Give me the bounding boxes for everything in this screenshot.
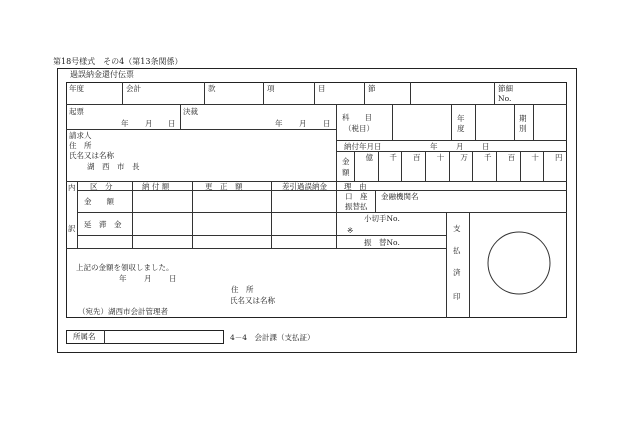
col-kosei: 更 正 額 [205,182,243,191]
kinyu-label: 金融機関名 [381,192,419,201]
shiharai-3: 済 [453,268,461,277]
kamoku-nendo-2: 度 [457,124,465,133]
kessai-tsuki: 月 [299,119,307,128]
form-code: 4－4 会計課（支払証） [230,333,315,342]
seikyu-shimei: 氏名又は名称 [69,151,114,160]
ryoshu-shimei: 氏名又は名称 [230,296,275,305]
digit-unit-label: 円 [555,153,563,162]
kibetsu-1: 期 [519,114,527,123]
kihyo-tsuki: 月 [145,119,153,128]
riyu-label: 理 由 [344,182,367,191]
digit-divider [520,151,521,181]
digit-unit-label: 百 [413,153,421,162]
digit-divider [425,151,426,181]
kessai-nen: 年 [275,119,283,128]
payment-seal-circle [486,230,552,296]
digit-unit-label: 千 [389,153,397,162]
kibetsu-2: 別 [519,124,527,133]
shozoku-label: 所属名 [73,332,96,341]
zeimoku-label: （税目） [344,124,374,133]
kaikei-label: 会計 [126,84,141,93]
ryoshu-nen: 年 [119,274,127,283]
koza-label: 口 座 [345,192,368,201]
digit-unit-label: 千 [484,153,492,162]
seikyu-label: 請求人 [69,131,92,140]
digit-unit-label: 万 [460,153,468,162]
ryoshu-text: 上記の金額を領収しました。 [76,263,174,272]
digit-divider [401,151,402,181]
row-entaikin: 延 滞 金 [84,220,122,229]
kihyo-hi: 日 [168,119,176,128]
kome-mark: ※ [347,226,354,235]
kou-label: 項 [267,84,275,93]
col-nofu: 納 付 額 [142,182,170,191]
furikae-no-label: 振 替No. [364,238,400,247]
shiharai-4: 印 [453,292,461,301]
shiharai-1: 支 [453,224,461,233]
digit-divider [496,151,497,181]
form-number: 第18号様式 その4（第13条関係） [53,57,183,66]
digit-divider [472,151,473,181]
furikae-label: 振替払 [345,202,368,211]
shiharai-2: 払 [453,246,461,255]
nofu-nen: 年 [430,142,438,151]
kihyo-nen: 年 [121,119,129,128]
kihyo-label: 起票 [69,107,84,116]
kamoku-nendo-1: 年 [457,114,465,123]
digit-unit-label: 十 [436,153,445,162]
digit-unit-label: 百 [507,153,516,162]
digit-divider [378,151,379,181]
setsu-sai-label: 節細 [498,84,513,93]
setsu-label: 節 [368,84,376,93]
nofu-label: 納付年月日 [344,142,382,151]
ryoshu-hi: 日 [169,274,177,283]
digit-divider [449,151,450,181]
uchi-label: 内 [68,183,76,192]
seikyu-jusho: 住 所 [69,141,92,150]
kogitte-label: 小切手No. [364,214,400,223]
ryoshu-tsuki: 月 [144,274,152,283]
digit-divider [543,151,544,181]
nofu-hi: 日 [482,142,490,151]
seikyu-shicho: 湖 西 市 長 [87,162,140,171]
row-kingaku: 金 額 [84,197,114,206]
kessai-label: 決裁 [183,107,198,116]
col-kubun: 区 分 [90,182,113,191]
kan-label: 款 [208,84,216,93]
kamoku-label: 科 目 [342,113,372,122]
wake-label: 訳 [68,224,76,233]
digit-unit-label: 億 [365,153,374,162]
kingaku-kin: 金 [342,157,350,166]
ryoshu-atesaki: （宛先）湖西市会計管理者 [78,307,168,316]
col-sashihiki: 差引過誤納金 [282,182,327,191]
kessai-hi: 日 [323,119,331,128]
form-title: 過誤納金還付伝票 [70,70,134,79]
nendo-label: 年度 [69,84,84,93]
nofu-tsuki: 月 [456,142,464,151]
setsu-no-label: No. [498,94,512,103]
moku-label: 目 [318,84,326,93]
digit-unit-label: 十 [531,153,539,162]
kingaku-gaku: 額 [342,168,350,177]
ryoshu-jusho: 住 所 [231,285,254,294]
